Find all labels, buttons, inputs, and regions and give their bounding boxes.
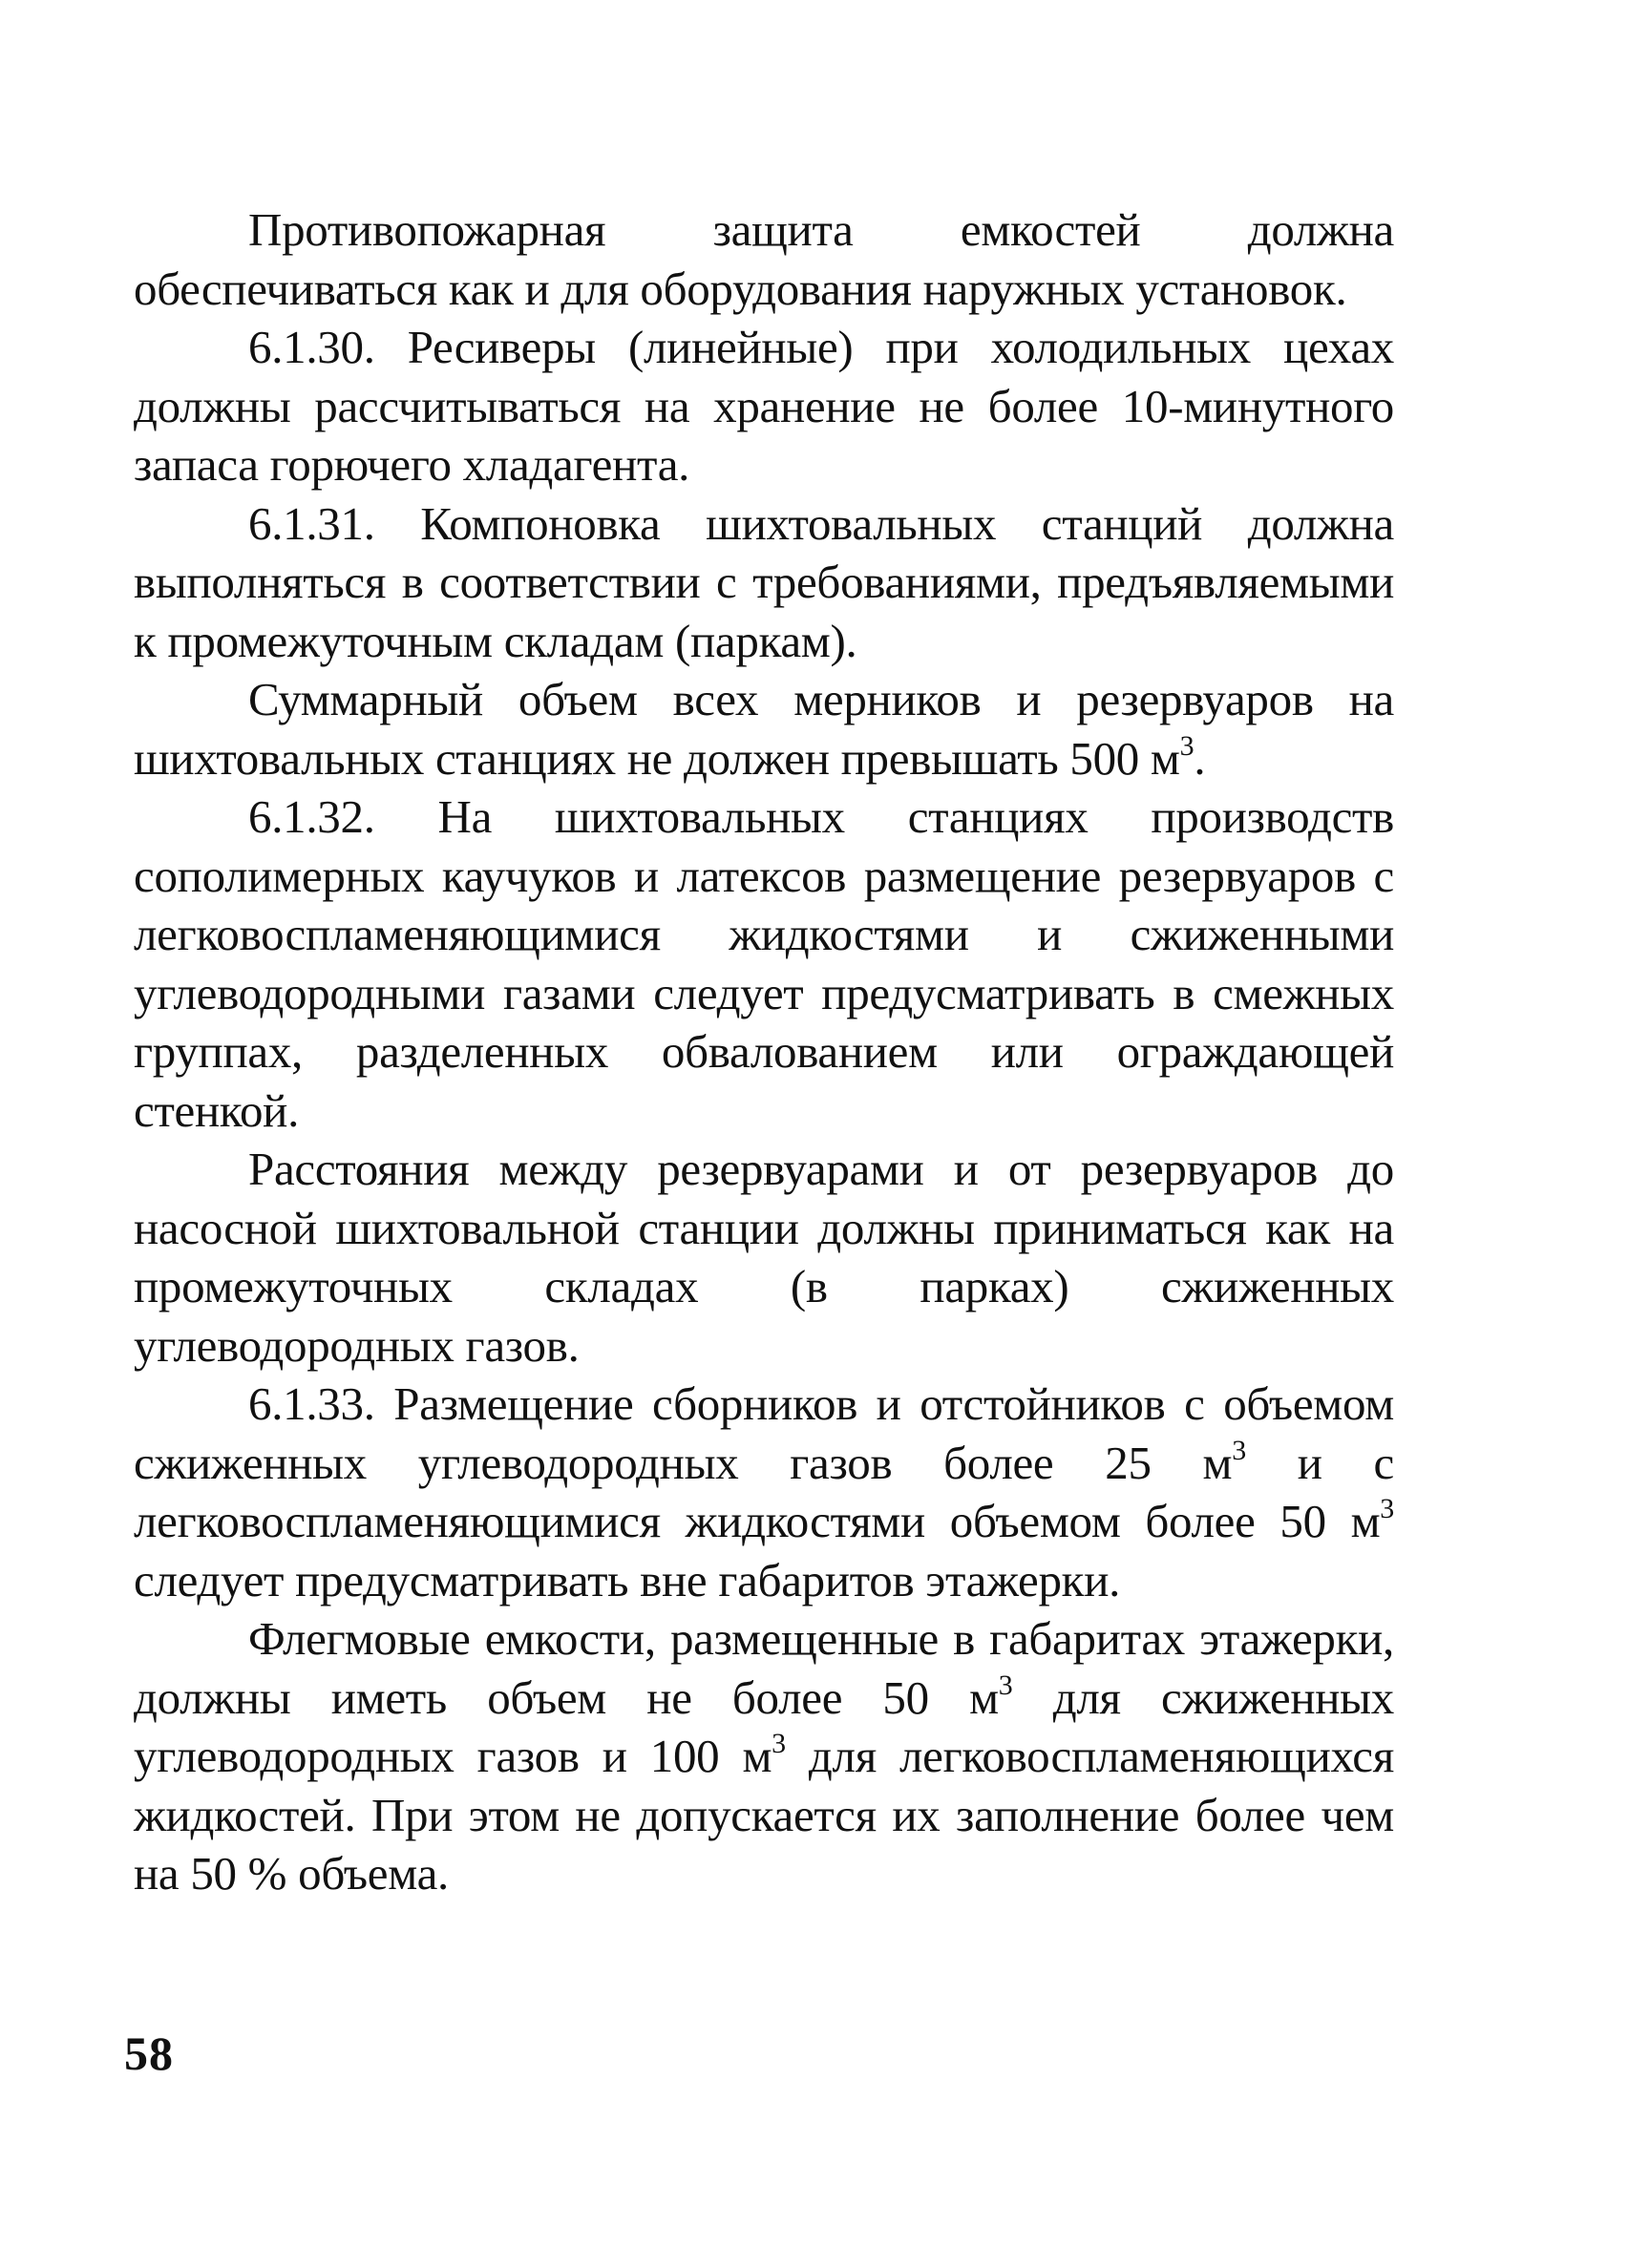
- superscript: 3: [998, 1669, 1013, 1701]
- paragraph-6-1-30: 6.1.30. Ресиверы (линейные) при холодильных цехах должны рассчитываться на хранение не более 10-минутного запаса горючего хладагента.: [134, 321, 1394, 491]
- text-segment: и с легковоспламеняющимися жидкостями объемом более 50 м: [134, 1436, 1394, 1547]
- text-segment: .: [1194, 731, 1206, 785]
- superscript: 3: [1179, 729, 1195, 762]
- text-segment: 6.1.33. Размещение сборников и отстойников с объемом сжиженных углеводородных газов более 25 м: [134, 1377, 1394, 1489]
- text-segment: для сжиженных углеводородных газов и 100 м: [134, 1670, 1394, 1782]
- paragraph-fire-protection: Противопожарная защита емкостей должна обеспечиваться как и для оборудования наружных установок.: [134, 203, 1394, 315]
- superscript: 3: [1232, 1434, 1246, 1466]
- text-segment: Суммарный объем всех мерников и резервуаров на шихтовальных станциях не должен превышать 500 м: [134, 673, 1394, 785]
- paragraph-6-1-32: 6.1.32. На шихтовальных станциях производств сополимерных каучуков и латексов размещение резервуаров с легковоспламеняющимися жидкостями и сжиженными углеводородными газами следует предусматривать в смежных группах, разделенных обвалованием или ограждающей стенкой.: [134, 790, 1394, 1137]
- superscript: 3: [772, 1728, 786, 1759]
- paragraph-6-1-31: 6.1.31. Компоновка шихтовальных станций должна выполняться в соответствии с требованиями, предъявляемыми к промежуточным складам (паркам).: [134, 496, 1394, 667]
- page-number: 58: [124, 2026, 174, 2080]
- text-segment: Флегмовые емкости, размещенные в габаритах этажерки, должны иметь объем не более 50 м: [134, 1612, 1394, 1724]
- paragraph-6-1-33: [134, 1375, 1394, 1609]
- text-segment: для легковоспламеняющихся жидкостей. При этом не допускается их заполнение более чем на 50 % объема.: [134, 1730, 1394, 1900]
- paragraph-distances: Расстояния между резервуарами и от резервуаров до насосной шихтовальной станции должны приниматься как на промежуточных складах (в парках) сжиженных углеводородных газов.: [134, 1143, 1394, 1372]
- paragraph-reflux-tanks: [134, 1609, 1394, 1903]
- superscript: 3: [1380, 1493, 1394, 1524]
- text-segment: следует предусматривать вне габаритов этажерки.: [134, 1553, 1121, 1606]
- paragraph-total-volume: [134, 670, 1394, 788]
- body-text: [134, 200, 1394, 1903]
